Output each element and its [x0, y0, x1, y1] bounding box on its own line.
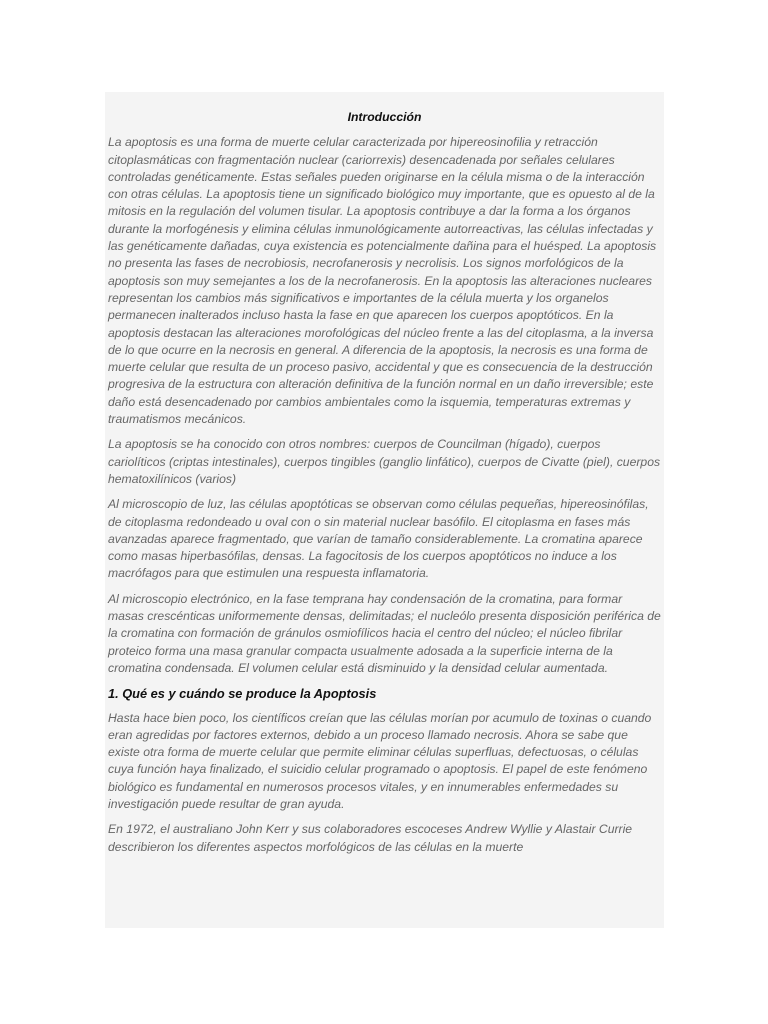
section-heading-1: 1. Qué es y cuándo se produce la Apoptosis	[108, 686, 377, 702]
paragraph-intro-1: La apoptosis es una forma de muerte celular caracterizada por hipereosinofilia y retracción citoplasmáticas con fragmentación nuclear (cariorrexis) desencadenada por señales celulares controladas genéticamente. Estas señales pueden originarse en la célula misma o de la interacción con otras células. La apoptosis tiene un significado biológico muy importante, que es opuesto al de la mitosis en la regulación del volumen tisular. La apoptosis contribuye a dar la forma a los órganos durante la morfogénesis y elimina células inmunológicamente autorreactivas, las células infectadas y las genéticamente dañadas, cuya existencia es potencialmente dañina para el huésped. La apoptosis no presenta las fases de necrobiosis, necrofanerosis y necrolisis. Los signos morfológicos de la apoptosis son muy semejantes a los de la necrofanerosis. En la apoptosis las alteraciones nucleares representan los cambios más significativos e importantes de la célula muerta y los organelos permanecen inalterados incluso hasta la fase en que aparecen los cuerpos apoptóticos. En la apoptosis destacan las alteraciones morofológicas del núcleo frente a las del citoplasma, a la inversa de lo que ocurre en la necrosis en general. A diferencia de la apoptosis, la necrosis es una forma de muerte celular que resulta de un proceso pasivo, accidental y que es consecuencia de la destrucción progresiva de la estructura con alteración definitiva de la función normal en un daño irreversible; este daño está desencadenado por cambios ambientales como la isquemia, temperaturas extremas y traumatismos mecánicos.	[108, 135, 657, 427]
document-title: Introducción	[347, 110, 422, 124]
document-page	[105, 92, 664, 928]
paragraph-section1-1: Hasta hace bien poco, los científicos creían que las células morían por acumulo de toxinas o cuando eran agredidas por factores externos, debido a un proceso llamado necrosis. Ahora se sabe que existe otra forma de muerte celular que permite eliminar células superfluas, defectuosas, o células cuya función haya finalizado, el suicidio celular programado o apoptosis. El papel de este fenómeno biológico es fundamental en numerosos procesos vitales, y en innumerables enfermedades su investigación puede resultar de gran ayuda.	[108, 710, 652, 811]
paragraph-section1-2: En 1972, el australiano John Kerr y sus colaboradores escoceses Andrew Wyllie y Alastair Currie describieron los diferentes aspectos morfológicos de las células en la muerte	[108, 822, 633, 854]
paragraph-intro-3: Al microscopio de luz, las células apoptóticas se observan como células pequeñas, hipereosinófilas, de citoplasma redondeado u oval con o sin material nuclear basófilo. El citoplasma en fases más avanzadas aparece fragmentado, que varían de tamaño considerablemente. La cromatina aparece como masas hiperbasófilas, densas. La fagocitosis de los cuerpos apoptóticos no induce a los macrófagos para que estimulen una respuesta inflamatoria.	[108, 497, 649, 581]
paragraph-intro-4: Al microscopio electrónico, en la fase temprana hay condensación de la cromatina, para formar masas crescénticas uniformemente densas, delimitadas; el nucleólo presenta disposición periférica de la cromatina con formación de gránulos osmiofílicos hacia el centro del núcleo; el núcleo fibrilar proteico forma una masa granular compacta usualmente adosada a la superficie interna de la cromatina condensada. El volumen celular está disminuido y la densidad celular aumentada.	[108, 591, 661, 675]
document-content	[105, 92, 664, 856]
paragraph-intro-2: La apoptosis se ha conocido con otros nombres: cuerpos de Councilman (hígado), cuerpos cariolíticos (criptas intestinales), cuerpos tingibles (ganglio linfático), cuerpos de Civatte (piel), cuerpos hematoxilínicos (varios)	[108, 437, 661, 486]
